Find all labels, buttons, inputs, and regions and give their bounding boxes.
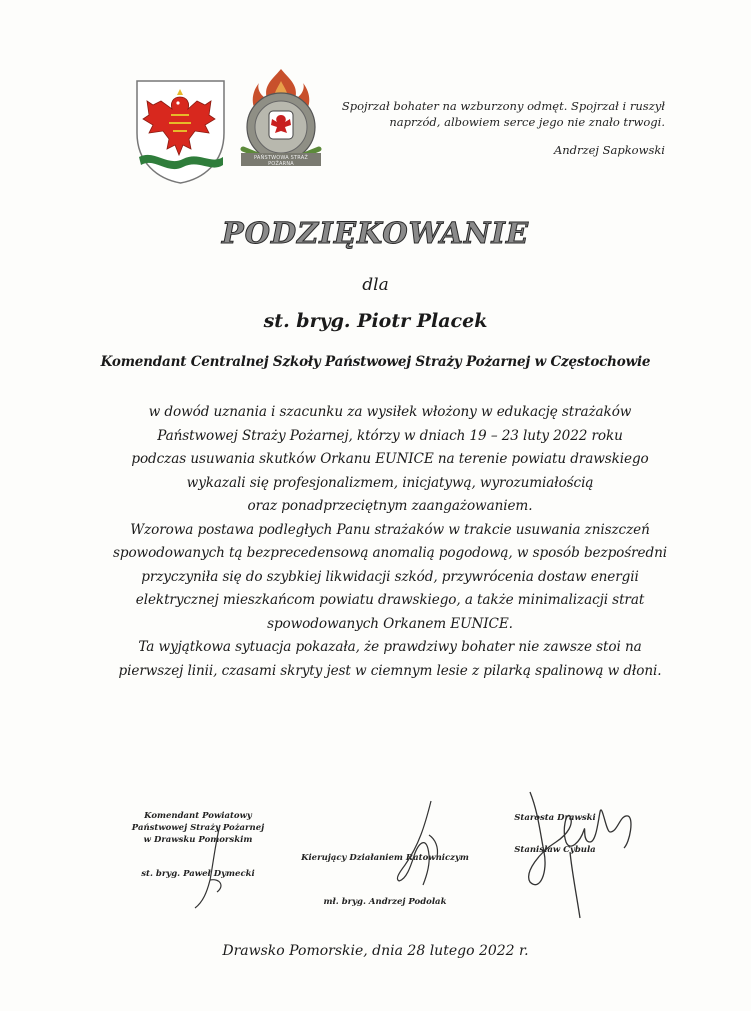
body-line: podczas usuwania skutków Orkanu EUNICE na terenie powiatu drawskiego: [131, 451, 649, 467]
signatory-name: Stanisław Cybula: [514, 845, 596, 855]
body-line: spowodowanych Orkanem EUNICE.: [267, 615, 513, 632]
emblem-banner-text: PAŃSTWOWA STRAŻ POŻARNA: [254, 155, 308, 167]
body-line: w dowód uznania i szacunku za wysiłek włożony w edukację strażaków: [148, 404, 632, 420]
signatory-title: Kierujący Działaniem Ratowniczym: [301, 853, 469, 863]
signature-block-rescue-lead: [295, 852, 475, 908]
body-line: pierwszej linii, czasami skryty jest w ciemnym lesie z pilarką spalinową w dłoni.: [118, 662, 662, 679]
body-line: przyczyniła się do szybkiej likwidacji szkód, przywrócenia dostaw energii: [141, 568, 639, 585]
signature-block-starost: [490, 812, 620, 856]
signatory-title: Komendant Powiatowy: [144, 811, 252, 821]
body-line: wykazali się profesjonalizmem, inicjatywą, wyrozumiałością: [186, 474, 594, 491]
epigraph-quote: [335, 98, 665, 158]
coat-of-arms-icon: [133, 75, 228, 185]
body-line: spowodowanych tą bezprecedensową anomalią pogodową, w sposób bezpośredni: [113, 545, 667, 561]
signatory-title: Państwowej Straży Pożarnej: [131, 823, 265, 833]
body-line: Wzorowa postawa podległych Panu strażaków w trakcie usuwania zniszczeń: [130, 521, 650, 538]
document-title: PODZIĘKOWANIE: [221, 216, 530, 250]
body-line: elektrycznej mieszkańcom powiatu drawskiego, a także minimalizacji strat: [135, 592, 645, 608]
signatory-name: st. bryg. Paweł Dymecki: [141, 869, 255, 879]
letter-body: [110, 401, 670, 683]
body-line: Ta wyjątkowa sytuacja pokazała, że prawdziwy bohater nie zawsze stoi na: [138, 639, 642, 655]
quote-author: Andrzej Sapkowski: [553, 143, 665, 157]
quote-line-2: naprzód, albowiem serce jego nie znało trwogi.: [389, 115, 665, 129]
signatory-name: mł. bryg. Andrzej Podolak: [323, 897, 447, 907]
recipient-role: Komendant Centralnej Szkoły Państwowej Straży Pożarnej w Częstochowie: [100, 354, 651, 370]
signatory-title: Starosta Drawski: [514, 813, 596, 823]
signatory-title: w Drawsku Pomorskim: [143, 835, 253, 845]
body-line: Państwowej Straży Pożarnej, którzy w dniach 19 – 23 luty 2022 roku: [157, 427, 623, 444]
for-label: dla: [362, 275, 389, 295]
quote-line-1: Spojrzał bohater na wzburzony odmęt. Spojrzał i ruszył: [341, 99, 665, 113]
place-and-date: Drawsko Pomorskie, dnia 28 lutego 2022 r.: [222, 943, 529, 959]
body-line: oraz ponadprzeciętnym zaangażowaniem.: [247, 498, 533, 514]
signature-block-commander: [118, 810, 278, 880]
recipient-name: st. bryg. Piotr Placek: [263, 310, 488, 332]
